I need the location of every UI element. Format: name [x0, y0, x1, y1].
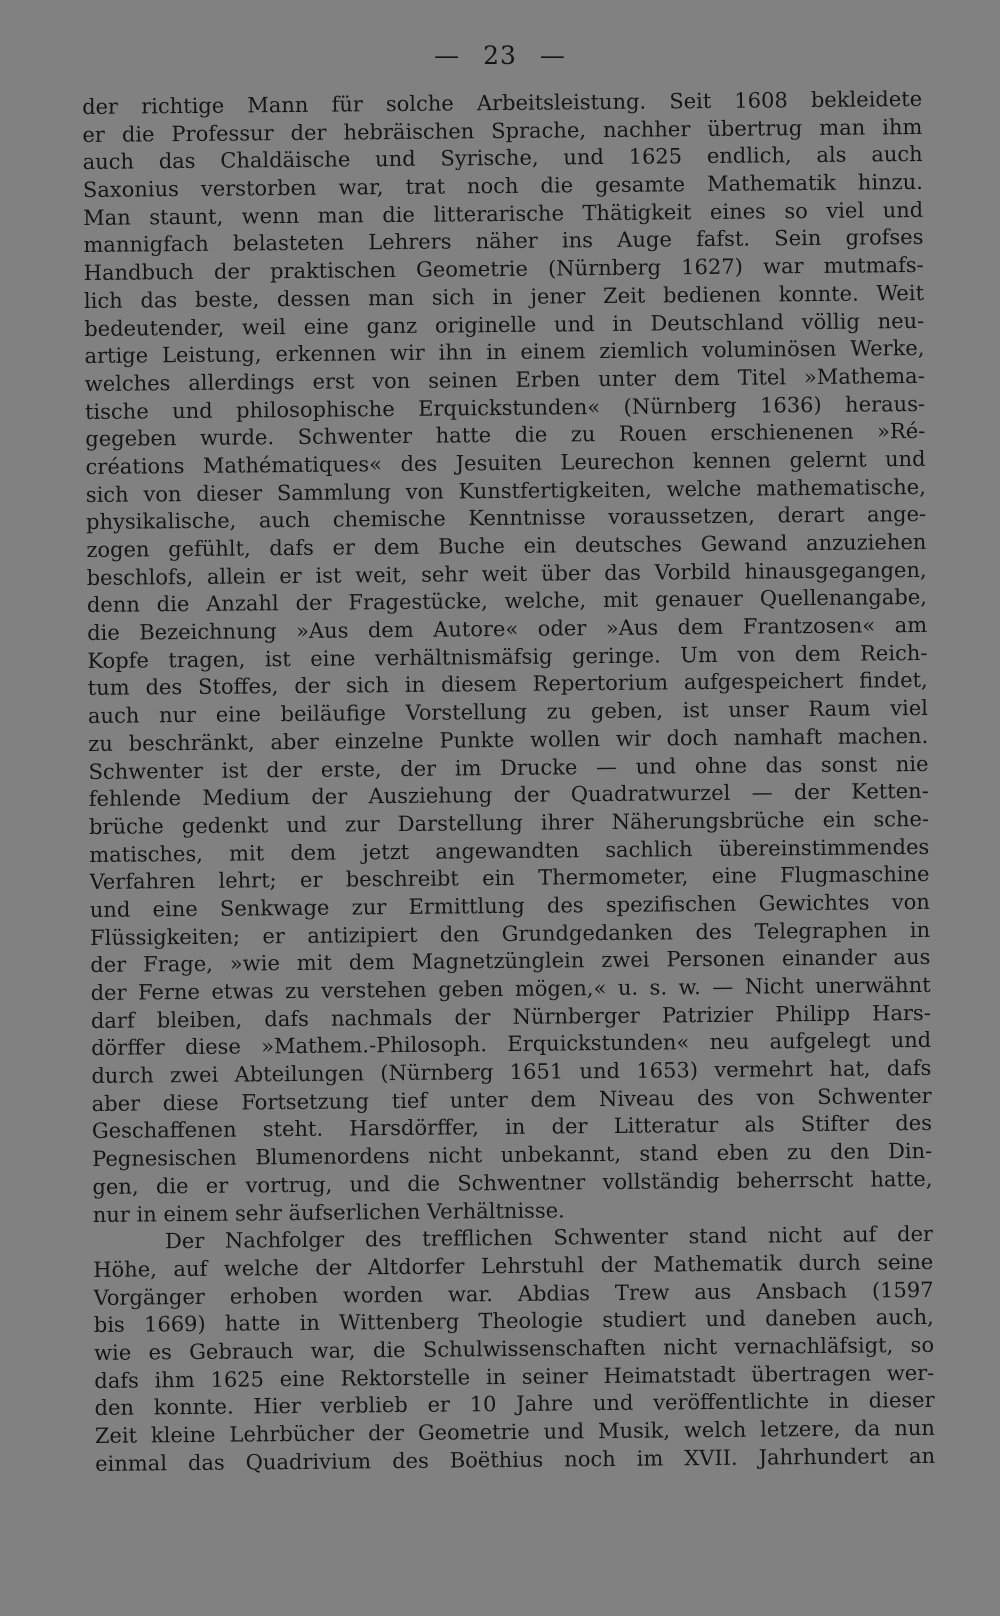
text-line: er die Professur der hebräischen Sprache, nachher übertrug man ihm [82, 114, 923, 147]
text-line: auch nur eine beiläufige Vorstellung zu geben, ist unser Raum viel [87, 696, 929, 729]
text-line: Vorgänger erhoben worden war. Abdias Trew aus Ansbach (1597 [93, 1277, 934, 1310]
text-line: dörffer diese »Mathem.-Philosoph. Erquickstunden« neu aufgelegt und [91, 1028, 932, 1061]
text-line: wie es Gebrauch war, die Schulwissenschaften nicht vernachläfsigt, so [93, 1332, 935, 1365]
text-line: auch das Chaldäische und Syrische, und 1625 endlich, als auch [82, 142, 923, 175]
text-line: dafs ihm 1625 eine Rektorstelle in seiner Heimatstadt übertragen wer- [94, 1360, 935, 1393]
text-line: welches allerdings erst von seinen Erben unter dem Titel »Mathema- [84, 363, 925, 396]
text-line: créations Mathématiques« des Jesuiten Leurechon kennen gelernt und [85, 446, 926, 479]
text-line: matisches, mit dem jetzt angewandten sachlich übereinstimmendes [89, 834, 930, 867]
text-line: die Bezeichnung »Aus dem Autore« oder »Aus dem Frantzosen« am [87, 612, 928, 646]
text-line: Geschaffenen steht. Harsdörffer, in der Litteratur als Stifter des [91, 1111, 933, 1144]
text-line: und eine Senkwage zur Ermittlung des spezifischen Gewichtes von [89, 889, 930, 922]
text-line: Pegnesischen Blumenordens nicht unbekannt, stand eben zu den Din- [92, 1139, 933, 1172]
text-line: zogen gefühlt, dafs er dem Buche ein deutsches Gewand anzuziehen [86, 529, 927, 562]
text-line: Flüssigkeiten; er antizipiert den Grundgedanken des Telegraphen in [89, 917, 931, 950]
text-line: einmal das Quadrivium des Boëthius noch im XVII. Jahrhundert an [95, 1443, 936, 1476]
text-line: Verfahren lehrt; er beschreibt ein Thermometer, eine Flugmaschine [89, 862, 930, 895]
text-line: gegeben wurde. Schwenter hatte die zu Rouen erschienenen »Ré- [85, 419, 926, 452]
text-line: Kopfe tragen, ist eine verhältnismäfsig geringe. Um von dem Reich- [87, 640, 928, 673]
text-line: gen, die er vortrug, und die Schwentner vollständig beherrscht hatte, [92, 1166, 933, 1199]
text-line: Der Nachfolger des trefflichen Schwenter stand nicht auf der [164, 1222, 934, 1254]
text-line: sich von dieser Sammlung von Kunstfertigkeiten, welche mathematische, [85, 474, 926, 507]
text-line: bedeutender, weil eine ganz originelle und in Deutschland völlig neu- [84, 308, 925, 341]
text-line: Höhe, auf welche der Altdorfer Lehrstuhl der Mathematik durch seine [93, 1249, 934, 1282]
text-line: brüche gedenkt und zur Darstellung ihrer Näherungsbrüche ein sche- [88, 806, 930, 839]
text-line: Schwenter ist der erste, der im Drucke — und ohne das sonst nie [88, 751, 929, 784]
text-line: den konnte. Hier verblieb er 10 Jahre und veröffentlichte in dieser [94, 1388, 935, 1421]
text-line: nur in einem sehr äufserlichen Verhältnisse. [92, 1197, 565, 1227]
text-line: fehlende Medium der Ausziehung der Quadratwurzel — der Ketten- [88, 779, 929, 812]
page-number: 23 [483, 41, 517, 70]
text-line: der Ferne etwas zu verstehen geben mögen,« u. s. w. — Nicht unerwähnt [90, 972, 931, 1005]
text-line: mannigfach belasteten Lehrers näher ins Auge fafst. Sein grofses [83, 225, 924, 258]
text-line: physikalische, auch chemische Kenntnisse voraussetzen, derart ange- [85, 502, 927, 535]
text-line: Zeit kleine Lehrbücher der Geometrie und Musik, welch letzere, da nun [94, 1415, 935, 1448]
page-header [0, 36, 1000, 76]
text-line: darf bleiben, dafs nachmals der Nürnberger Patrizier Philipp Hars- [90, 1000, 931, 1033]
text-line: bis 1669) hatte in Wittenberg Theologie studiert und daneben auch, [93, 1305, 934, 1338]
text-line: artige Leistung, erkennen wir ihn in einem ziemlich voluminösen Werke, [84, 336, 925, 369]
text-line: tum des Stoffes, der sich in diesem Repertorium aufgespeichert findet, [87, 668, 928, 701]
header-dash-left: — [434, 41, 461, 70]
header-dash-right: — [539, 41, 566, 70]
text-line: Man staunt, wenn man die litterarische Thätigkeit eines so viel und [83, 197, 924, 230]
text-line: beschlofs, allein er ist weit, sehr weit über das Vorbild hinausgegangen, [86, 557, 927, 590]
text-line: Saxonius verstorben war, trat noch die gesamte Mathematik hinzu. [82, 169, 923, 203]
text-line: Handbuch der praktischen Geometrie (Nürnberg 1627) war mutmafs- [83, 253, 924, 286]
text-line: aber diese Fortsetzung tief unter dem Niveau des von Schwenter [91, 1083, 932, 1116]
text-line: tische und philosophische Erquickstunden« (Nürnberg 1636) heraus- [84, 391, 926, 424]
text-line: denn die Anzahl der Fragestücke, welche, mit genauer Quellenangabe, [86, 585, 927, 618]
text-line: lich das beste, dessen man sich in jener Zeit bedienen konnte. Weit [83, 280, 925, 313]
body-text [82, 86, 935, 1478]
text-line: der Frage, »wie mit dem Magnetzünglein zwei Personen einander aus [90, 945, 931, 978]
text-line: der richtige Mann für solche Arbeitsleistung. Seit 1608 bekleidete [82, 86, 923, 119]
text-line: zu beschränkt, aber einzelne Punkte wollen wir doch namhaft machen. [88, 723, 929, 756]
text-line: durch zwei Abteilungen (Nürnberg 1651 und 1653) vermehrt hat, dafs [91, 1055, 932, 1089]
